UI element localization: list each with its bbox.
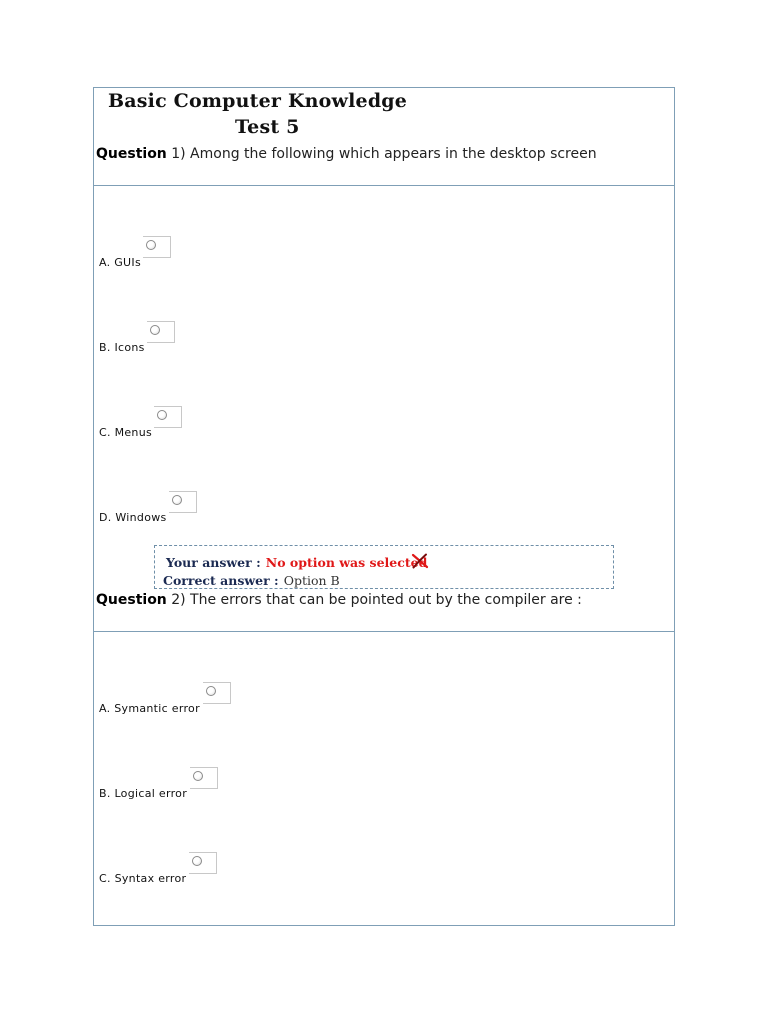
q2-option-a [99, 702, 200, 715]
radio-icon [146, 240, 156, 250]
q1-option-a [99, 256, 141, 269]
question-label: Question [96, 592, 167, 608]
q1-option-a-radio[interactable] [143, 236, 171, 258]
x-mark-icon [411, 553, 429, 569]
page-subtitle: Test 5 [235, 116, 300, 138]
question-2-text [96, 592, 582, 608]
question-body: 2) The errors that can be pointed out by the compiler are : [166, 592, 582, 608]
q1-option-b [99, 341, 145, 354]
your-answer-line [166, 552, 427, 571]
option-label: A. Symantic error [99, 702, 200, 715]
q2-option-c [99, 872, 186, 885]
q2-option-b-radio[interactable] [190, 767, 218, 789]
q1-option-b-radio[interactable] [147, 321, 175, 343]
divider [94, 631, 674, 632]
correct-answer-label: Correct answer : [163, 573, 279, 588]
q1-option-c [99, 426, 152, 439]
q2-option-a-radio[interactable] [203, 682, 231, 704]
radio-icon [150, 325, 160, 335]
question-1-text [96, 146, 597, 162]
option-label: C. Syntax error [99, 872, 187, 885]
radio-icon [157, 410, 167, 420]
option-label: D. Windows [99, 511, 167, 524]
answer-result-box [154, 545, 614, 589]
page-title: Basic Computer Knowledge [108, 90, 408, 112]
your-answer-value: No option was selected [265, 555, 428, 570]
q1-option-d-radio[interactable] [169, 491, 197, 513]
question-label: Question [96, 146, 167, 162]
option-label: B. Icons [99, 341, 145, 354]
radio-icon [192, 856, 202, 866]
option-label: B. Logical error [99, 787, 188, 800]
q2-option-c-radio[interactable] [189, 852, 217, 874]
question-body: 1) Among the following which appears in the desktop screen [166, 146, 597, 162]
option-label: C. Menus [99, 426, 153, 439]
option-label: A. GUIs [99, 256, 141, 269]
quiz-frame [93, 87, 675, 926]
correct-answer-value: Option B [283, 573, 340, 588]
correct-answer-line [163, 570, 340, 589]
your-answer-label: Your answer : [166, 555, 261, 570]
radio-icon [206, 686, 216, 696]
q1-option-c-radio[interactable] [154, 406, 182, 428]
q1-option-d [99, 511, 167, 524]
q2-option-b [99, 787, 187, 800]
radio-icon [193, 771, 203, 781]
radio-icon [172, 495, 182, 505]
divider [94, 185, 674, 186]
